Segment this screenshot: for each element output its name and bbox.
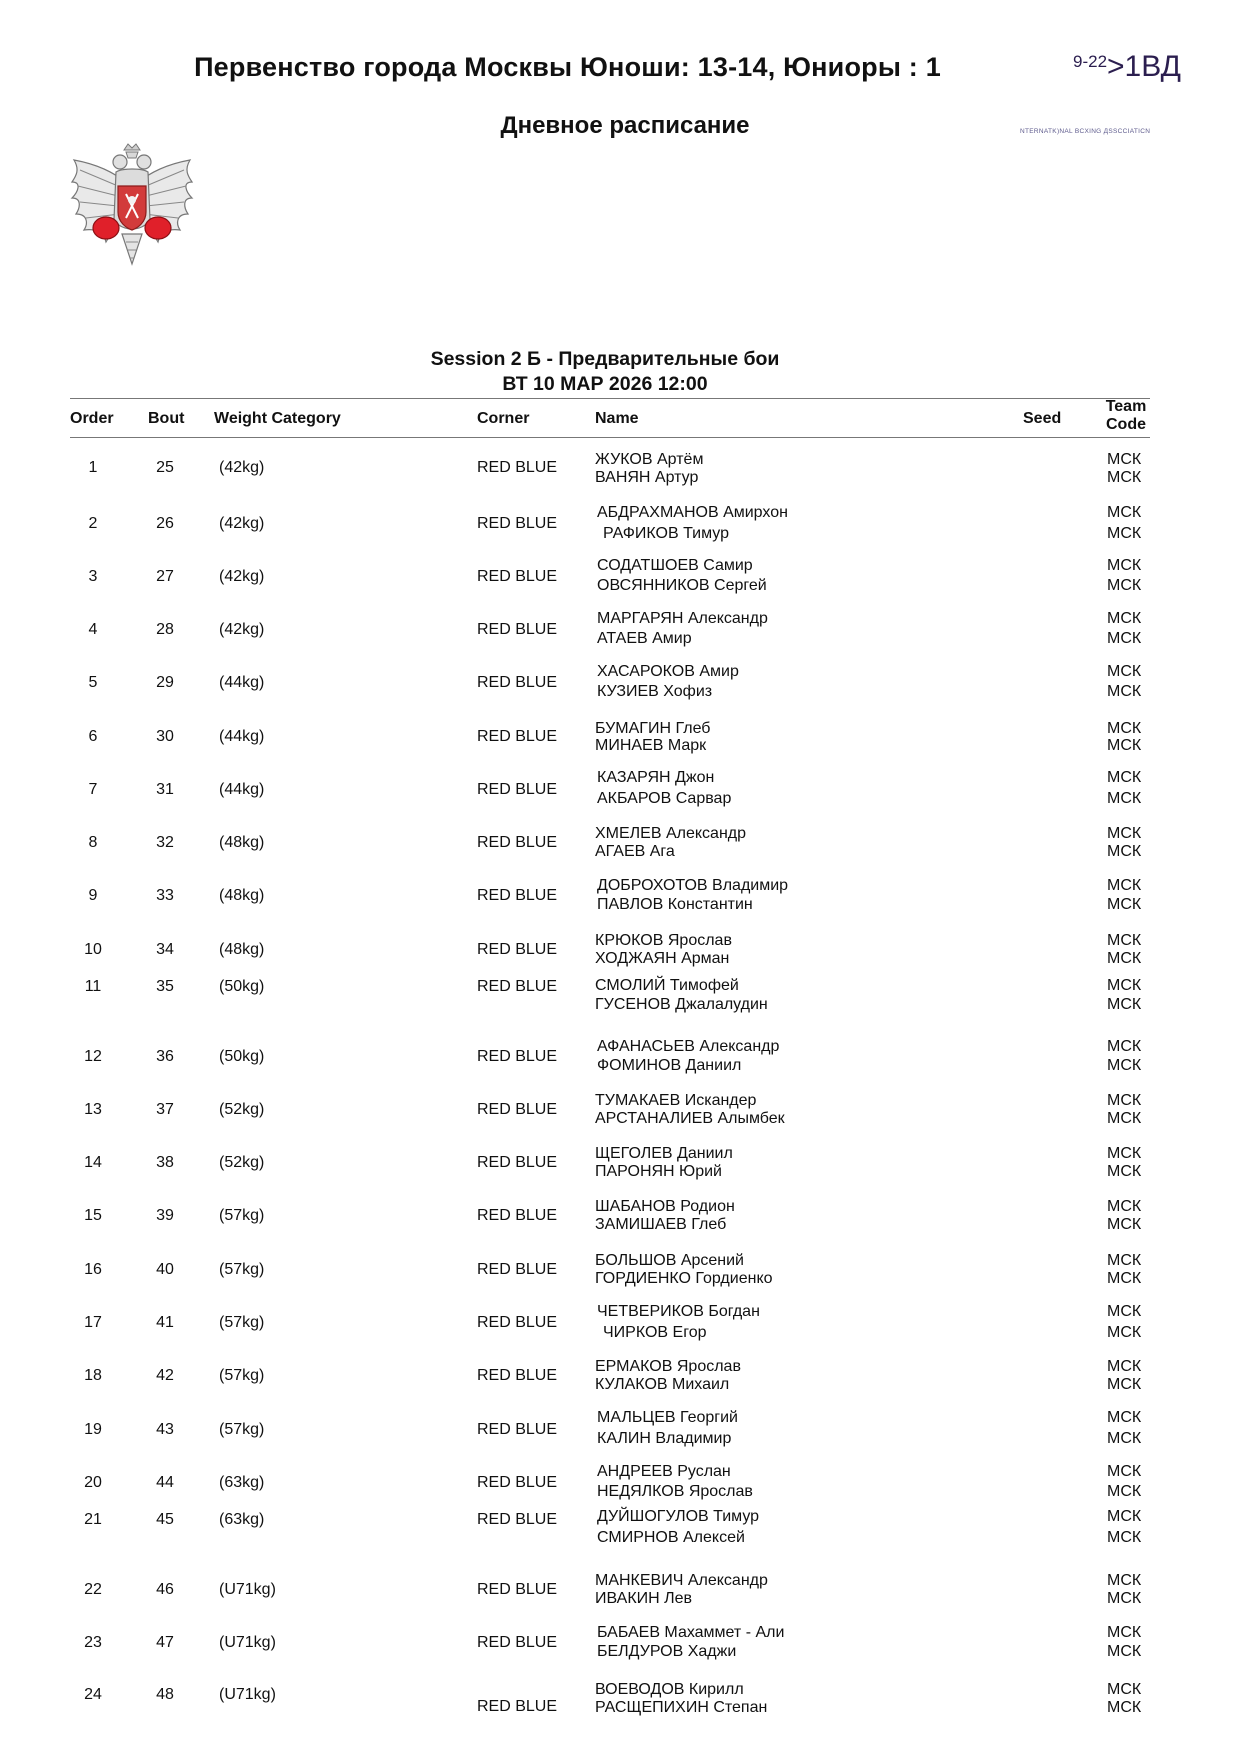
row-red-team-code: МСК	[1107, 557, 1142, 574]
row-weight-category: (48kg)	[219, 887, 265, 904]
col-header-seed: Seed	[1023, 410, 1062, 427]
row-blue-name: РАСЩЕПИХИН Степан	[595, 1699, 768, 1716]
row-red-name: ЩЕГОЛЕВ Даниил	[595, 1145, 733, 1162]
row-corner: RED BLUE	[477, 1634, 558, 1651]
row-blue-name: ГУСЕНОВ Джалалудин	[595, 996, 768, 1013]
row-order: 23	[84, 1634, 102, 1651]
row-blue-team-code: МСК	[1107, 469, 1142, 486]
row-corner: RED BLUE	[477, 568, 558, 585]
row-red-team-code: МСК	[1107, 1303, 1142, 1320]
row-red-name: КАЗАРЯН Джон	[597, 769, 715, 786]
row-blue-name: КАЛИН Владимир	[597, 1430, 732, 1447]
row-red-team-code: МСК	[1107, 825, 1142, 842]
row-weight-category: (52kg)	[219, 1154, 265, 1171]
row-bout: 25	[156, 459, 174, 476]
row-blue-name: РАФИКОВ Тимур	[603, 525, 730, 542]
row-blue-team-code: МСК	[1107, 1699, 1142, 1716]
row-red-name: ШАБАНОВ Родион	[595, 1198, 735, 1215]
row-red-team-code: МСК	[1107, 1038, 1142, 1055]
row-corner: RED BLUE	[477, 941, 558, 958]
row-weight-category: (44kg)	[219, 674, 265, 691]
row-weight-category: (U71kg)	[219, 1686, 276, 1703]
page-subtitle: Дневное расписание	[500, 112, 750, 139]
row-order: 7	[88, 781, 98, 798]
row-order: 2	[88, 515, 98, 532]
row-red-team-code: МСК	[1107, 1681, 1142, 1698]
session-datetime: ВТ 10 МАР 2026 12:00	[502, 373, 708, 395]
row-blue-name: ЧИРКОВ Егор	[603, 1324, 707, 1341]
row-weight-category: (48kg)	[219, 834, 265, 851]
row-red-team-code: МСК	[1107, 1145, 1142, 1162]
row-blue-name: МИНАЕВ Марк	[595, 737, 707, 754]
row-corner: RED BLUE	[477, 887, 558, 904]
federation-emblem-icon	[66, 142, 198, 272]
row-red-name: ДУЙШОГУЛОВ Тимур	[597, 1508, 760, 1525]
page-title: Первенство города Москвы Юноши: 13-14, Юниоры : 1	[194, 52, 941, 82]
row-red-name: МАРГАРЯН Александр	[597, 610, 768, 627]
row-blue-team-code: МСК	[1107, 683, 1142, 700]
row-blue-name: ПАВЛОВ Константин	[597, 896, 753, 913]
col-header-corner: Corner	[477, 410, 530, 427]
row-blue-name: АТАЕВ Амир	[597, 630, 692, 647]
row-red-name: ТУМАКАЕВ Искандер	[595, 1092, 757, 1109]
row-order: 17	[84, 1314, 102, 1331]
row-blue-team-code: МСК	[1107, 577, 1142, 594]
row-red-team-code: МСК	[1107, 663, 1142, 680]
row-red-name: АБДРАХМАНОВ Амирхон	[597, 504, 788, 521]
row-red-name: БУМАГИН Глеб	[595, 720, 711, 737]
row-bout: 26	[156, 515, 174, 532]
row-bout: 31	[156, 781, 174, 798]
col-header-bout: Bout	[148, 410, 185, 427]
row-order: 8	[88, 834, 98, 851]
row-bout: 40	[156, 1261, 174, 1278]
row-red-team-code: МСК	[1107, 1572, 1142, 1589]
row-corner: RED BLUE	[477, 1048, 558, 1065]
row-blue-team-code: МСК	[1107, 1529, 1142, 1546]
row-blue-name: ПАРОНЯН Юрий	[595, 1163, 722, 1180]
row-corner: RED BLUE	[477, 1154, 558, 1171]
session-title: Session 2 Б - Предварительные бои	[430, 348, 780, 370]
row-blue-name: ОВСЯННИКОВ Сергей	[597, 577, 767, 594]
row-weight-category: (48kg)	[219, 941, 265, 958]
row-bout: 42	[156, 1367, 174, 1384]
row-order: 21	[84, 1511, 102, 1528]
row-blue-team-code: МСК	[1107, 1643, 1142, 1660]
row-blue-name: НЕДЯЛКОВ Ярослав	[597, 1483, 753, 1500]
row-red-name: АФАНАСЬЕВ Александр	[597, 1038, 780, 1055]
row-corner: RED BLUE	[477, 674, 558, 691]
row-bout: 46	[156, 1581, 174, 1598]
row-weight-category: (50kg)	[219, 978, 265, 995]
row-bout: 41	[156, 1314, 174, 1331]
row-bout: 35	[156, 978, 174, 995]
row-blue-name: АКБАРОВ Сарвар	[597, 790, 732, 807]
row-blue-name: КУЗИЕВ Хофиз	[597, 683, 713, 700]
row-order: 18	[84, 1367, 102, 1384]
row-bout: 37	[156, 1101, 174, 1118]
row-bout: 29	[156, 674, 174, 691]
row-red-team-code: МСК	[1107, 769, 1142, 786]
row-blue-team-code: МСК	[1107, 1430, 1142, 1447]
row-weight-category: (57kg)	[219, 1207, 265, 1224]
row-red-team-code: МСК	[1107, 1092, 1142, 1109]
row-blue-name: ВАНЯН Артур	[595, 469, 699, 486]
row-corner: RED BLUE	[477, 621, 558, 638]
row-weight-category: (57kg)	[219, 1314, 265, 1331]
row-weight-category: (44kg)	[219, 781, 265, 798]
row-red-name: СОДАТШОЕВ Самир	[597, 557, 753, 574]
row-red-name: ХАСАРОКОВ Амир	[597, 663, 739, 680]
row-red-team-code: МСК	[1107, 610, 1142, 627]
row-bout: 27	[156, 568, 174, 585]
row-order: 12	[84, 1048, 102, 1065]
row-blue-team-code: МСК	[1107, 1057, 1142, 1074]
row-order: 6	[88, 728, 98, 745]
row-order: 20	[84, 1474, 102, 1491]
row-red-name: ЕРМАКОВ Ярослав	[595, 1358, 741, 1375]
row-red-name: БАБАЕВ Махаммет - Али	[597, 1624, 785, 1641]
row-weight-category: (50kg)	[219, 1048, 265, 1065]
row-corner: RED BLUE	[477, 1474, 558, 1491]
col-header-team-line1: Team	[1105, 398, 1147, 415]
col-header-weight: Weight Category	[214, 410, 341, 427]
row-weight-category: (42kg)	[219, 515, 265, 532]
row-order: 4	[88, 621, 98, 638]
row-blue-name: ХОДЖАЯН Арман	[595, 950, 730, 967]
row-blue-team-code: МСК	[1107, 1270, 1142, 1287]
row-red-name: ДОБРОХОТОВ Владимир	[597, 877, 789, 894]
row-weight-category: (42kg)	[219, 568, 265, 585]
row-red-name: КРЮКОВ Ярослав	[595, 932, 732, 949]
row-corner: RED BLUE	[477, 728, 558, 745]
row-order: 1	[88, 459, 98, 476]
row-red-name: ХМЕЛЕВ Александр	[595, 825, 747, 842]
row-blue-team-code: МСК	[1107, 896, 1142, 913]
row-red-name: ЧЕТВЕРИКОВ Богдан	[597, 1303, 760, 1320]
row-blue-team-code: МСК	[1107, 1163, 1142, 1180]
row-order: 19	[84, 1421, 102, 1438]
row-order: 10	[84, 941, 102, 958]
row-red-name: БОЛЬШОВ Арсений	[595, 1252, 744, 1269]
row-blue-name: АГАЕВ Ага	[595, 843, 675, 860]
row-bout: 48	[156, 1686, 174, 1703]
row-red-name: ЖУКОВ Артём	[595, 451, 704, 468]
row-bout: 33	[156, 887, 174, 904]
row-red-team-code: МСК	[1107, 1252, 1142, 1269]
row-blue-team-code: МСК	[1107, 843, 1142, 860]
row-red-team-code: МСК	[1107, 1358, 1142, 1375]
row-corner: RED BLUE	[477, 1207, 558, 1224]
row-blue-team-code: МСК	[1107, 1483, 1142, 1500]
row-red-team-code: МСК	[1107, 451, 1142, 468]
row-blue-name: КУЛАКОВ Михаил	[595, 1376, 730, 1393]
row-weight-category: (63kg)	[219, 1474, 265, 1491]
iba-logo-subtext: NTERNATK)NAL BCXING ДSSCCIATICN	[1020, 128, 1151, 135]
row-blue-team-code: МСК	[1107, 525, 1142, 542]
row-red-team-code: МСК	[1107, 1198, 1142, 1215]
row-blue-name: ГОРДИЕНКО Гордиенко	[595, 1270, 773, 1287]
row-corner: RED BLUE	[477, 781, 558, 798]
row-order: 22	[84, 1581, 102, 1598]
row-blue-team-code: МСК	[1107, 1216, 1142, 1233]
row-corner: RED BLUE	[477, 1101, 558, 1118]
row-bout: 32	[156, 834, 174, 851]
row-red-team-code: МСК	[1107, 1508, 1142, 1525]
row-corner: RED BLUE	[477, 1511, 558, 1528]
row-blue-team-code: МСК	[1107, 996, 1142, 1013]
row-corner: RED BLUE	[477, 515, 558, 532]
row-weight-category: (U71kg)	[219, 1634, 276, 1651]
row-order: 16	[84, 1261, 102, 1278]
row-weight-category: (52kg)	[219, 1101, 265, 1118]
row-weight-category: (57kg)	[219, 1261, 265, 1278]
row-order: 5	[88, 674, 98, 691]
row-bout: 36	[156, 1048, 174, 1065]
header-bottom-rule	[70, 437, 1150, 438]
row-corner: RED BLUE	[477, 1367, 558, 1384]
iba-logo	[1073, 50, 1181, 84]
row-blue-team-code: МСК	[1107, 1590, 1142, 1607]
iba-logo-mark: >1ВД	[1107, 50, 1181, 83]
row-corner: RED BLUE	[477, 1314, 558, 1331]
row-weight-category: (57kg)	[219, 1367, 265, 1384]
row-corner: RED BLUE	[477, 978, 558, 995]
col-header-team-line2: Code	[1106, 416, 1146, 433]
row-bout: 30	[156, 728, 174, 745]
row-corner: RED BLUE	[477, 1581, 558, 1598]
row-weight-category: (57kg)	[219, 1421, 265, 1438]
row-red-team-code: МСК	[1107, 504, 1142, 521]
row-red-team-code: МСК	[1107, 932, 1142, 949]
header-top-rule	[70, 398, 1150, 399]
row-order: 9	[88, 887, 98, 904]
row-weight-category: (U71kg)	[219, 1581, 276, 1598]
row-bout: 47	[156, 1634, 174, 1651]
row-red-name: АНДРЕЕВ Руслан	[597, 1463, 731, 1480]
row-red-name: МАЛЬЦЕВ Георгий	[597, 1409, 738, 1426]
col-header-name: Name	[595, 410, 639, 427]
row-red-team-code: МСК	[1107, 877, 1142, 894]
row-blue-team-code: МСК	[1107, 950, 1142, 967]
row-weight-category: (44kg)	[219, 728, 265, 745]
row-bout: 34	[156, 941, 174, 958]
row-red-name: ВОЕВОДОВ Кирилл	[595, 1681, 744, 1698]
row-blue-team-code: МСК	[1107, 1110, 1142, 1127]
row-blue-name: СМИРНОВ Алексей	[597, 1529, 745, 1546]
row-red-team-code: МСК	[1107, 1409, 1142, 1426]
row-weight-category: (42kg)	[219, 459, 265, 476]
row-red-team-code: МСК	[1107, 720, 1142, 737]
row-blue-name: ИВАКИН Лев	[595, 1590, 693, 1607]
iba-logo-number: 9-22	[1073, 52, 1108, 71]
row-order: 24	[84, 1686, 102, 1703]
row-corner: RED BLUE	[477, 459, 558, 476]
row-red-name: МАНКЕВИЧ Александр	[595, 1572, 768, 1589]
row-corner: RED BLUE	[477, 1421, 558, 1438]
row-blue-team-code: МСК	[1107, 790, 1142, 807]
row-order: 3	[88, 568, 98, 585]
row-bout: 45	[156, 1511, 174, 1528]
row-bout: 44	[156, 1474, 174, 1491]
row-corner: RED BLUE	[477, 834, 558, 851]
row-red-team-code: МСК	[1107, 1624, 1142, 1641]
row-corner: RED BLUE	[477, 1261, 558, 1278]
row-bout: 28	[156, 621, 174, 638]
row-blue-team-code: МСК	[1107, 737, 1142, 754]
row-weight-category: (42kg)	[219, 621, 265, 638]
row-red-team-code: МСК	[1107, 977, 1142, 994]
row-red-name: СМОЛИЙ Тимофей	[595, 977, 739, 994]
row-bout: 38	[156, 1154, 174, 1171]
col-header-team-code	[1100, 398, 1152, 434]
row-order: 11	[84, 978, 102, 995]
row-bout: 43	[156, 1421, 174, 1438]
row-blue-name: ЗАМИШАЕВ Глеб	[595, 1216, 727, 1233]
row-blue-name: АРСТАНАЛИЕВ Алымбек	[595, 1110, 785, 1127]
row-blue-team-code: МСК	[1107, 630, 1142, 647]
row-order: 13	[84, 1101, 102, 1118]
row-red-team-code: МСК	[1107, 1463, 1142, 1480]
row-bout: 39	[156, 1207, 174, 1224]
row-order: 15	[84, 1207, 102, 1224]
row-corner: RED BLUE	[477, 1698, 558, 1715]
col-header-order: Order	[70, 410, 114, 427]
row-blue-name: БЕЛДУРОВ Хаджи	[597, 1643, 737, 1660]
row-blue-name: ФОМИНОВ Даниил	[597, 1057, 742, 1074]
row-order: 14	[84, 1154, 102, 1171]
row-weight-category: (63kg)	[219, 1511, 265, 1528]
row-blue-team-code: МСК	[1107, 1324, 1142, 1341]
row-blue-team-code: МСК	[1107, 1376, 1142, 1393]
